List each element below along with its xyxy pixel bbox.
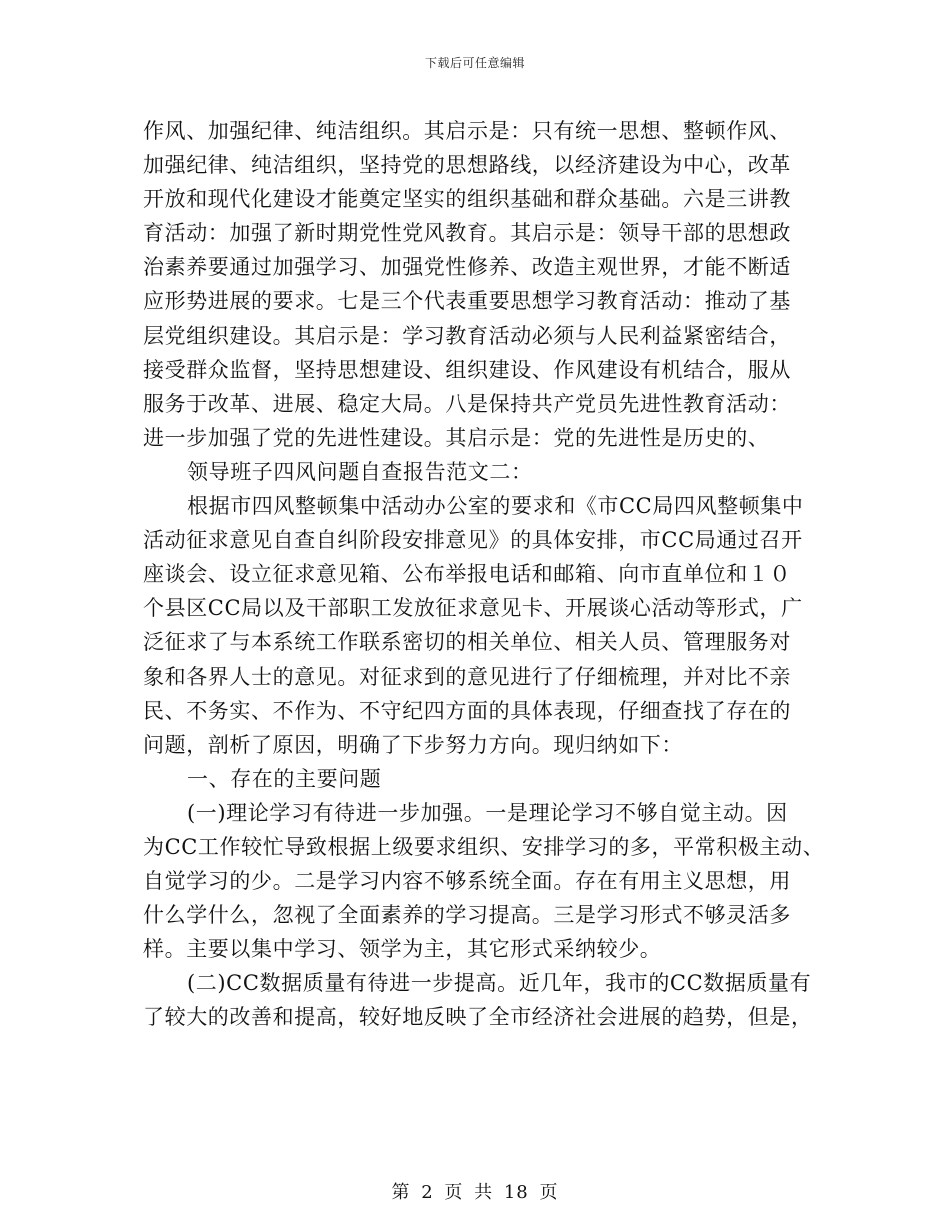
text-line: 问题，剖析了原因，明确了下步努力方向。现归纳如下： bbox=[143, 732, 683, 757]
paragraph-first-line: 领导班子四风问题自查报告范文二： bbox=[187, 459, 533, 484]
text-line: 了较大的改善和提高，较好地反映了全市经济社会进展的趋势，但是， bbox=[143, 1005, 813, 1030]
text-line: 层党组织建设。其启示是：学习教育活动必须与人民利益紧密结合， bbox=[143, 323, 791, 348]
text-line: 为CC工作较忙导致根据上级要求组织、安排学习的多，平常积极主动、 bbox=[143, 834, 825, 859]
text-line: 加强纪律、纯洁组织，坚持党的思想路线，以经济建设为中心，改革 bbox=[143, 153, 791, 178]
text-line: 什么学什么，忽视了全面素养的学习提高。三是学习形式不够灵活多 bbox=[143, 903, 791, 928]
text-line: 民、不务实、不作为、不守纪四方面的具体表现，仔细查找了存在的 bbox=[143, 698, 791, 723]
document-body bbox=[143, 114, 823, 1035]
paragraph-first-line: (一)理论学习有待进一步加强。一是理论学习不够自觉主动。因 bbox=[187, 800, 788, 825]
page-footer: 第 2 页 共 18 页 bbox=[391, 1182, 559, 1203]
text-line: 进一步加强了党的先进性建设。其启示是：党的先进性是历史的、 bbox=[143, 425, 770, 450]
paragraph-first-line: (二)CC数据质量有待进一步提高。近几年，我市的CC数据质量有 bbox=[187, 971, 812, 996]
text-line: 接受群众监督，坚持思想建设、组织建设、作风建设有机结合，服从 bbox=[143, 357, 791, 382]
page-header: 下载后可任意编辑 bbox=[424, 56, 525, 70]
text-line: 育活动：加强了新时期党性党风教育。其启示是：领导干部的思想政 bbox=[143, 221, 791, 246]
paragraph-first-line: 一、存在的主要问题 bbox=[187, 766, 382, 791]
text-line: 应形势进展的要求。七是三个代表重要思想学习教育活动：推动了基 bbox=[143, 289, 791, 314]
text-line: 开放和现代化建设才能奠定坚实的组织基础和群众基础。六是三讲教 bbox=[143, 187, 791, 212]
text-line: 样。主要以集中学习、领学为主，其它形式采纳较少。 bbox=[143, 937, 662, 962]
text-line: 座谈会、设立征求意见箱、公布举报电话和邮箱、向市直单位和１０ bbox=[143, 562, 791, 587]
text-line: 泛征求了与本系统工作联系密切的相关单位、相关人员、管理服务对 bbox=[143, 630, 791, 655]
text-line: 作风、加强纪律、纯洁组织。其启示是：只有统一思想、整顿作风、 bbox=[143, 119, 791, 143]
paragraph-first-line: 根据市四风整顿集中活动办公室的要求和《市CC局四风整顿集中 bbox=[187, 494, 804, 519]
text-line: 自觉学习的少。二是学习内容不够系统全面。存在有用主义思想，用 bbox=[143, 869, 791, 894]
text-line: 个县区CC局以及干部职工发放征求意见卡、开展谈心活动等形式，广 bbox=[143, 596, 803, 621]
text-line: 服务于改革、进展、稳定大局。八是保持共产党员先进性教育活动： bbox=[143, 391, 791, 416]
text-line: 活动征求意见自查自纠阶段安排意见》的具体安排，市CC局通过召开 bbox=[143, 528, 803, 553]
text-line: 象和各界人士的意见。对征求到的意见进行了仔细梳理，并对比不亲 bbox=[143, 664, 791, 689]
text-line: 治素养要通过加强学习、加强党性修养、改造主观世界，才能不断适 bbox=[143, 255, 791, 280]
